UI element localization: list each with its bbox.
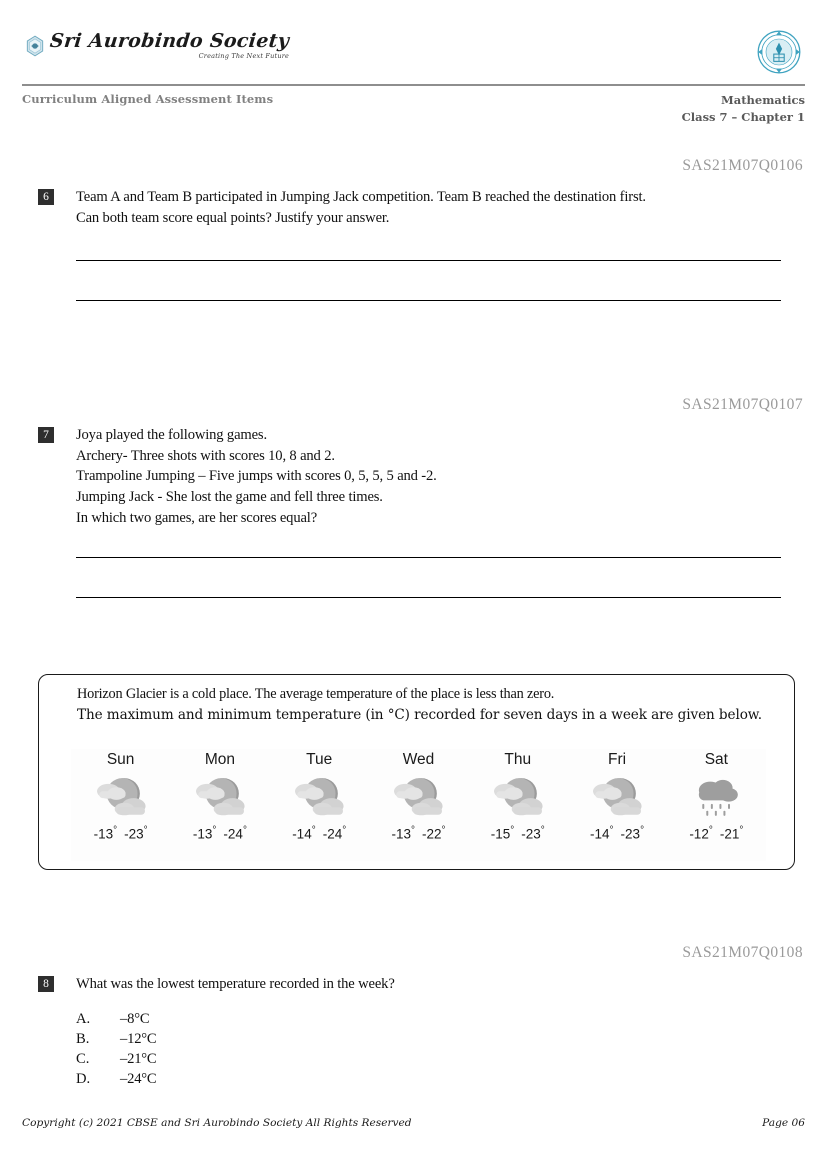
stimulus-box xyxy=(38,674,795,870)
question-8-line-1: What was the lowest temperature recorded in the week? xyxy=(76,976,395,992)
weather-temps xyxy=(391,825,445,842)
question-code-7: SAS21M07Q0107 xyxy=(682,396,803,413)
logo-name-text: Sri Aurobindo Society xyxy=(48,30,291,52)
weather-day-fri xyxy=(567,749,666,861)
header-meta xyxy=(22,92,805,125)
answer-line-7-1[interactable] xyxy=(76,557,781,558)
rain-cloud-icon xyxy=(687,773,745,821)
weather-day-sun xyxy=(71,749,170,861)
logo-wordmark xyxy=(50,32,289,60)
question-7-line-4: Jumping Jack - She lost the game and fell three times. xyxy=(76,489,383,506)
answer-line-7-2[interactable] xyxy=(76,597,781,598)
weather-max: -14 ° xyxy=(292,825,316,842)
question-8 xyxy=(38,974,781,995)
header-divider xyxy=(22,84,805,86)
question-code-8: SAS21M07Q0108 xyxy=(682,944,803,961)
answer-line-6-2[interactable] xyxy=(76,300,781,301)
option-c-letter: C. xyxy=(76,1050,90,1067)
option-a-letter: A. xyxy=(76,1011,91,1027)
weather-temps xyxy=(94,825,148,842)
question-number-7: 7 xyxy=(38,427,54,443)
stimulus-line-1: Horizon Glacier is a cold place. The average temperature of the place is less than zero. xyxy=(77,686,555,702)
partly-cloudy-icon xyxy=(290,773,348,821)
weather-temps xyxy=(193,825,247,842)
weather-max: -12 ° xyxy=(689,825,713,842)
question-7-line-2: Archery- Three shots with scores 10, 8 and 2. xyxy=(76,447,335,464)
answer-line-6-1[interactable] xyxy=(76,260,781,261)
partly-cloudy-icon xyxy=(489,773,547,821)
copyright-text: Copyright (c) 2021 CBSE and Sri Aurobindo Society All Rights Reserved xyxy=(22,1117,412,1129)
logo-tagline-text: Creating The Next Future xyxy=(198,52,290,60)
weather-max: -13 ° xyxy=(391,825,415,842)
weather-day-mon xyxy=(170,749,269,861)
stimulus-line-2: The maximum and minimum temperature (in °C) recorded for seven days in a week are given below. xyxy=(77,707,762,724)
weather-min: -23 ° xyxy=(521,825,545,842)
society-emblem-icon xyxy=(24,35,46,57)
weather-max: -13 ° xyxy=(193,825,217,842)
question-7-line-1: Joya played the following games. xyxy=(76,427,267,443)
question-6-text xyxy=(76,187,781,228)
option-b-value: –12°C xyxy=(120,1030,157,1047)
weather-day-label: Mon xyxy=(204,751,235,768)
weather-temps xyxy=(590,825,644,842)
option-c[interactable] xyxy=(76,1050,156,1070)
answer-options-8 xyxy=(76,1010,156,1090)
page-number: Page 06 xyxy=(762,1117,805,1129)
weather-temps xyxy=(689,825,743,842)
weather-day-label: Wed xyxy=(402,751,435,768)
option-c-value: –21°C xyxy=(120,1050,157,1067)
weather-day-tue xyxy=(270,749,369,861)
option-a-value: –8°C xyxy=(120,1011,150,1027)
question-number-6: 6 xyxy=(38,189,54,205)
question-6-line-2: Can both team score equal points? Justify your answer. xyxy=(76,209,390,226)
weather-day-label: Sun xyxy=(106,751,135,768)
weather-day-label: Tue xyxy=(306,751,333,768)
weather-max: -15 ° xyxy=(491,825,515,842)
partly-cloudy-icon xyxy=(92,773,150,821)
weather-max: -14 ° xyxy=(590,825,614,842)
weather-max: -13 ° xyxy=(94,825,118,842)
question-code-6: SAS21M07Q0106 xyxy=(682,157,803,174)
weather-widget xyxy=(71,749,766,861)
question-7-text xyxy=(76,425,781,529)
subject-class-info xyxy=(682,92,805,125)
weather-day-label: Sat xyxy=(704,751,728,768)
weather-day-label: Fri xyxy=(608,751,627,768)
weather-min: -24 ° xyxy=(223,825,247,842)
partly-cloudy-icon xyxy=(389,773,447,821)
question-7-line-3: Trampoline Jumping – Five jumps with scores 0, 5, 5, 5 and -2. xyxy=(76,468,437,485)
partly-cloudy-icon xyxy=(588,773,646,821)
option-b-letter: B. xyxy=(76,1030,90,1047)
question-6-line-1: Team A and Team B participated in Jumping Jack competition. Team B reached the destination first. xyxy=(76,189,646,205)
weather-day-wed xyxy=(369,749,468,861)
sri-aurobindo-society-logo xyxy=(24,32,289,60)
question-7-line-5: In which two games, are her scores equal? xyxy=(76,509,318,526)
option-d-value: –24°C xyxy=(120,1070,157,1087)
weather-min: -24 ° xyxy=(323,825,347,842)
weather-day-thu xyxy=(468,749,567,861)
weather-min: -22 ° xyxy=(422,825,446,842)
question-8-text xyxy=(76,974,781,995)
stimulus-text xyxy=(77,684,766,726)
assessment-title: Curriculum Aligned Assessment Items xyxy=(22,92,274,106)
question-6 xyxy=(38,187,781,228)
question-7 xyxy=(38,425,781,529)
weather-temps xyxy=(292,825,346,842)
weather-day-label: Thu xyxy=(504,751,532,768)
weather-min: -21 ° xyxy=(720,825,744,842)
weather-min: -23 ° xyxy=(621,825,645,842)
option-b[interactable] xyxy=(76,1030,156,1050)
weather-day-sat xyxy=(667,749,766,861)
cbse-logo-icon xyxy=(753,26,805,78)
weather-min: -23 ° xyxy=(124,825,148,842)
weather-temps xyxy=(491,825,545,842)
option-d[interactable] xyxy=(76,1070,156,1090)
option-d-letter: D. xyxy=(76,1070,91,1087)
option-a[interactable] xyxy=(76,1010,156,1030)
partly-cloudy-icon xyxy=(191,773,249,821)
page-footer xyxy=(22,1117,805,1129)
page-header xyxy=(0,0,827,124)
class-chapter-label: Class 7 – Chapter 1 xyxy=(681,109,805,124)
subject-label: Mathematics xyxy=(721,93,805,107)
question-number-8: 8 xyxy=(38,976,54,992)
